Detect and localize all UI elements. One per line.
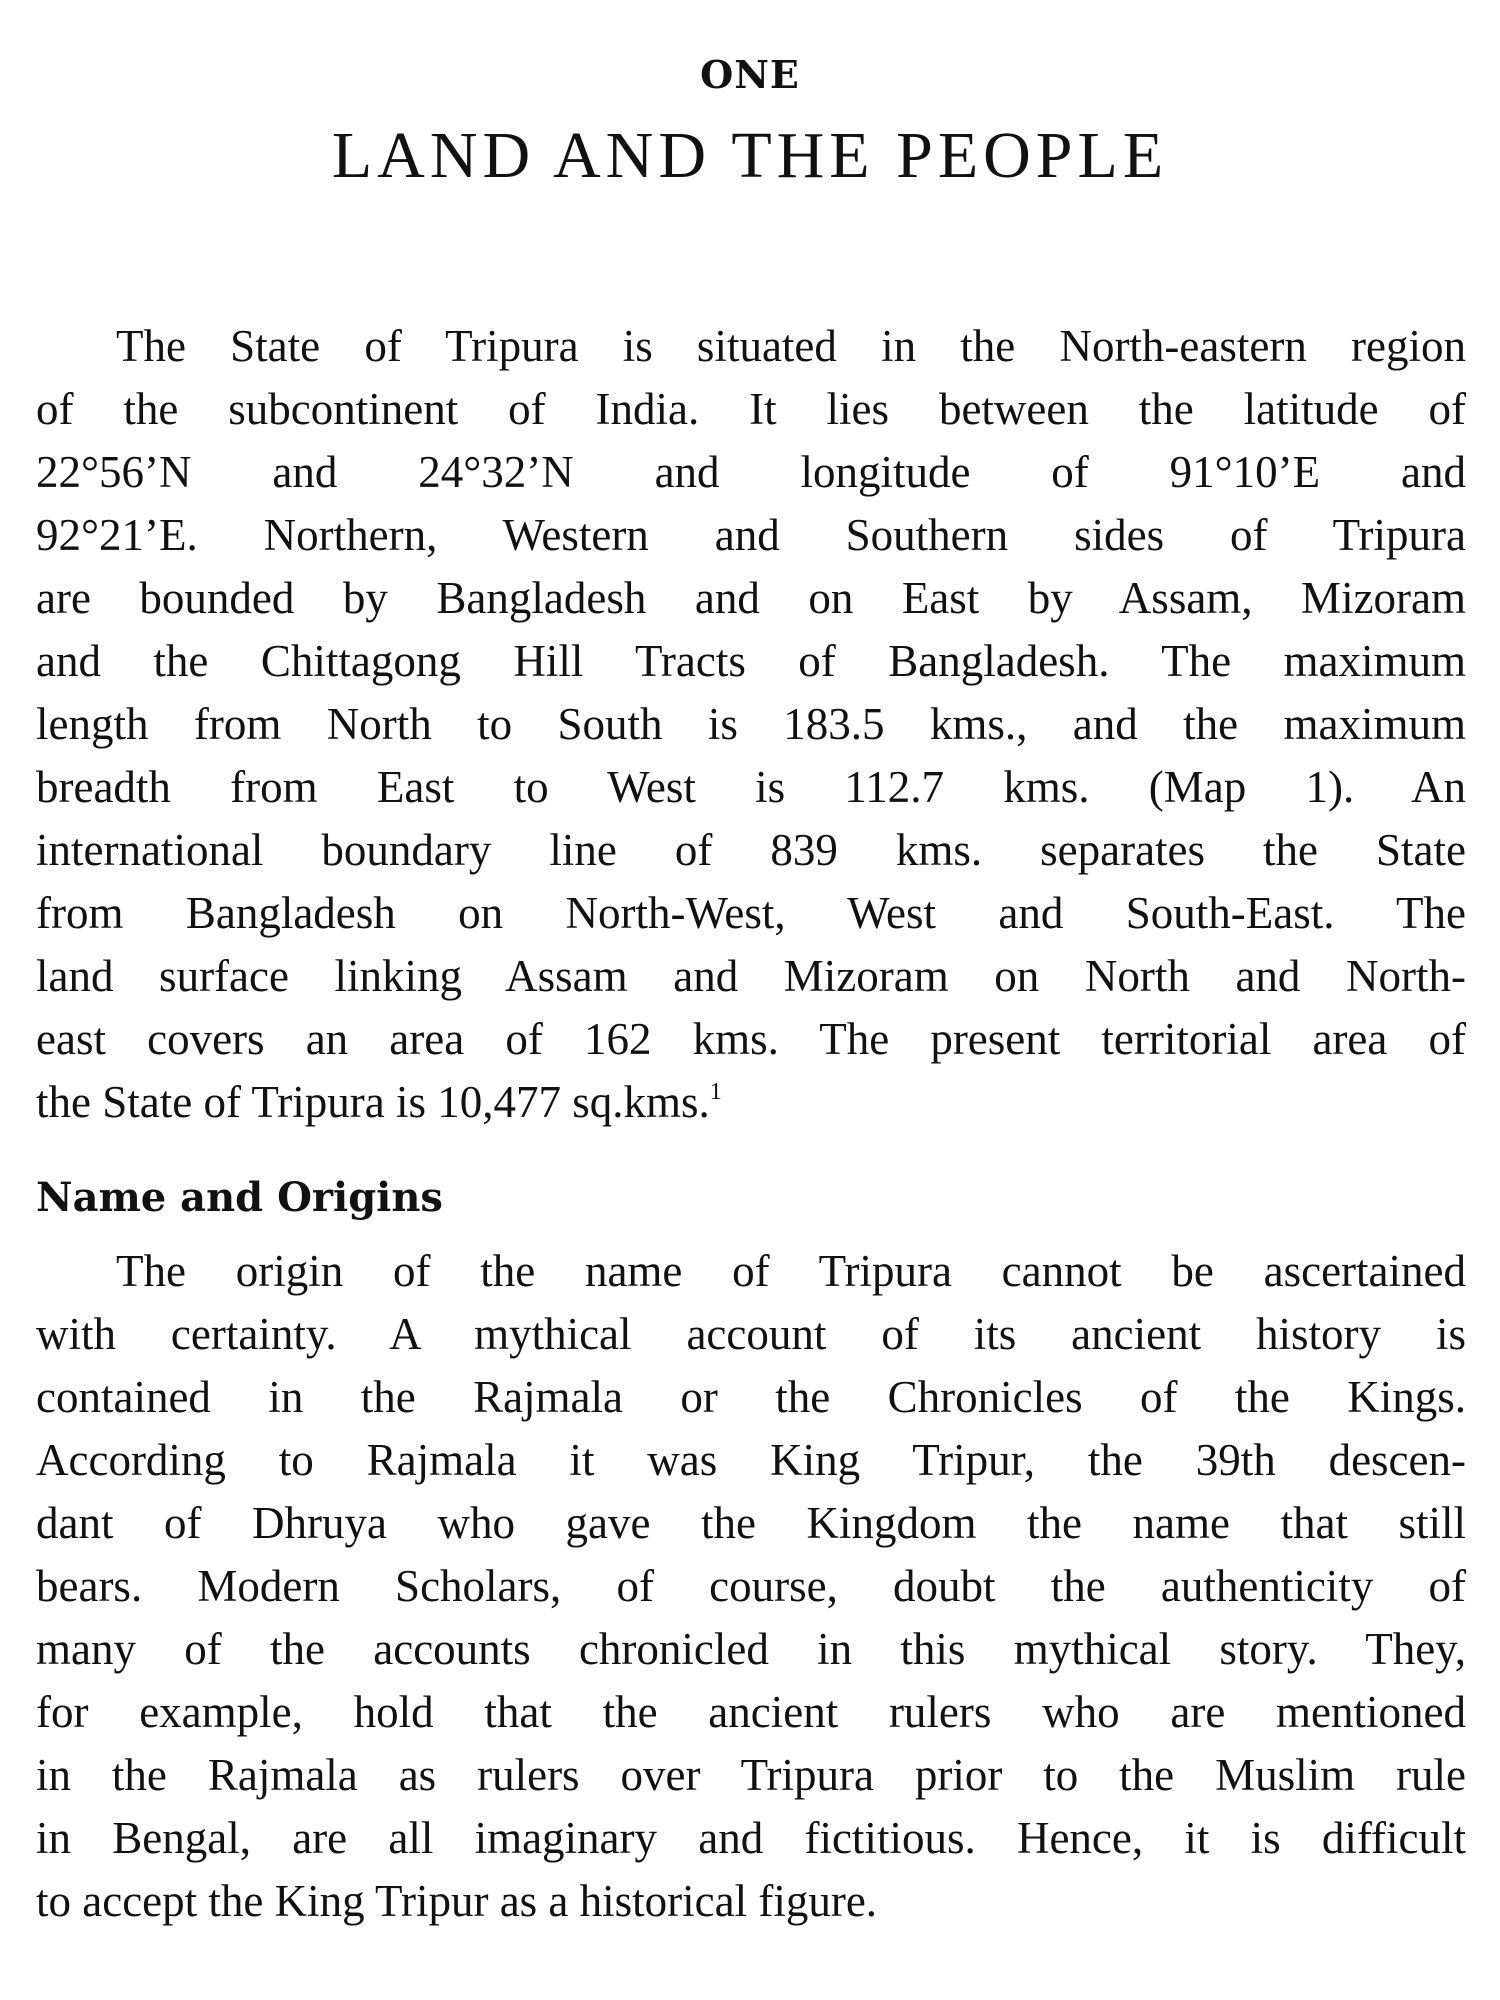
paragraph-line: 22°56’N and 24°32’N and longitude of 91°10’E and [36, 447, 1466, 497]
paragraph-line: 92°21’E. Northern, Western and Southern sides of Tripura [36, 510, 1466, 560]
paragraph-line-text: the State of Tripura is 10,477 sq.kms. [36, 1077, 710, 1127]
chapter-number: ONE [700, 52, 800, 97]
paragraph-line: from Bangladesh on North-West, West and South-East. The [36, 888, 1466, 938]
paragraph-line: with certainty. A mythical account of its ancient history is [36, 1309, 1466, 1359]
paragraph-line: east covers an area of 162 kms. The present territorial area of [36, 1014, 1466, 1064]
paragraph-line: and the Chittagong Hill Tracts of Bangladesh. The maximum [36, 636, 1466, 686]
paragraph-line: The State of Tripura is situated in the North-eastern region [116, 321, 1466, 371]
paragraph-line: in the Rajmala as rulers over Tripura prior to the Muslim rule [36, 1750, 1466, 1800]
paragraph-line: dant of Dhruya who gave the Kingdom the name that still [36, 1498, 1466, 1548]
section-heading: Name and Origins [36, 1174, 443, 1221]
paragraph-line: international boundary line of 839 kms. separates the State [36, 825, 1466, 875]
paragraph-line: The origin of the name of Tripura cannot be ascertained [116, 1246, 1466, 1296]
chapter-title: LAND AND THE PEOPLE [331, 119, 1169, 192]
paragraph-line: many of the accounts chronicled in this mythical story. They, [36, 1624, 1466, 1674]
paragraph-line: land surface linking Assam and Mizoram on North and North- [36, 951, 1466, 1001]
paragraph-line: breadth from East to West is 112.7 kms. (Map 1). An [36, 762, 1466, 812]
paragraph-line: contained in the Rajmala or the Chronicles of the Kings. [36, 1372, 1466, 1422]
paragraph-location [36, 315, 1466, 1134]
paragraph-name-origins [36, 1240, 1466, 1933]
paragraph-line: in Bengal, are all imaginary and fictitious. Hence, it is difficult [36, 1813, 1466, 1863]
paragraph-line: are bounded by Bangladesh and on East by Assam, Mizoram [36, 573, 1466, 623]
paragraph-last-line [36, 1071, 1466, 1134]
paragraph-line: to accept the King Tripur as a historical figure. [36, 1876, 878, 1926]
paragraph-line: of the subcontinent of India. It lies between the latitude of [36, 384, 1466, 434]
paragraph-line: length from North to South is 183.5 kms., and the maximum [36, 699, 1466, 749]
paragraph-line: bears. Modern Scholars, of course, doubt the authenticity of [36, 1561, 1466, 1611]
footnote-marker: 1 [709, 1079, 722, 1105]
paragraph-line: for example, hold that the ancient rulers who are mentioned [36, 1687, 1466, 1737]
paragraph-line: According to Rajmala it was King Tripur, the 39th descen- [36, 1435, 1466, 1485]
